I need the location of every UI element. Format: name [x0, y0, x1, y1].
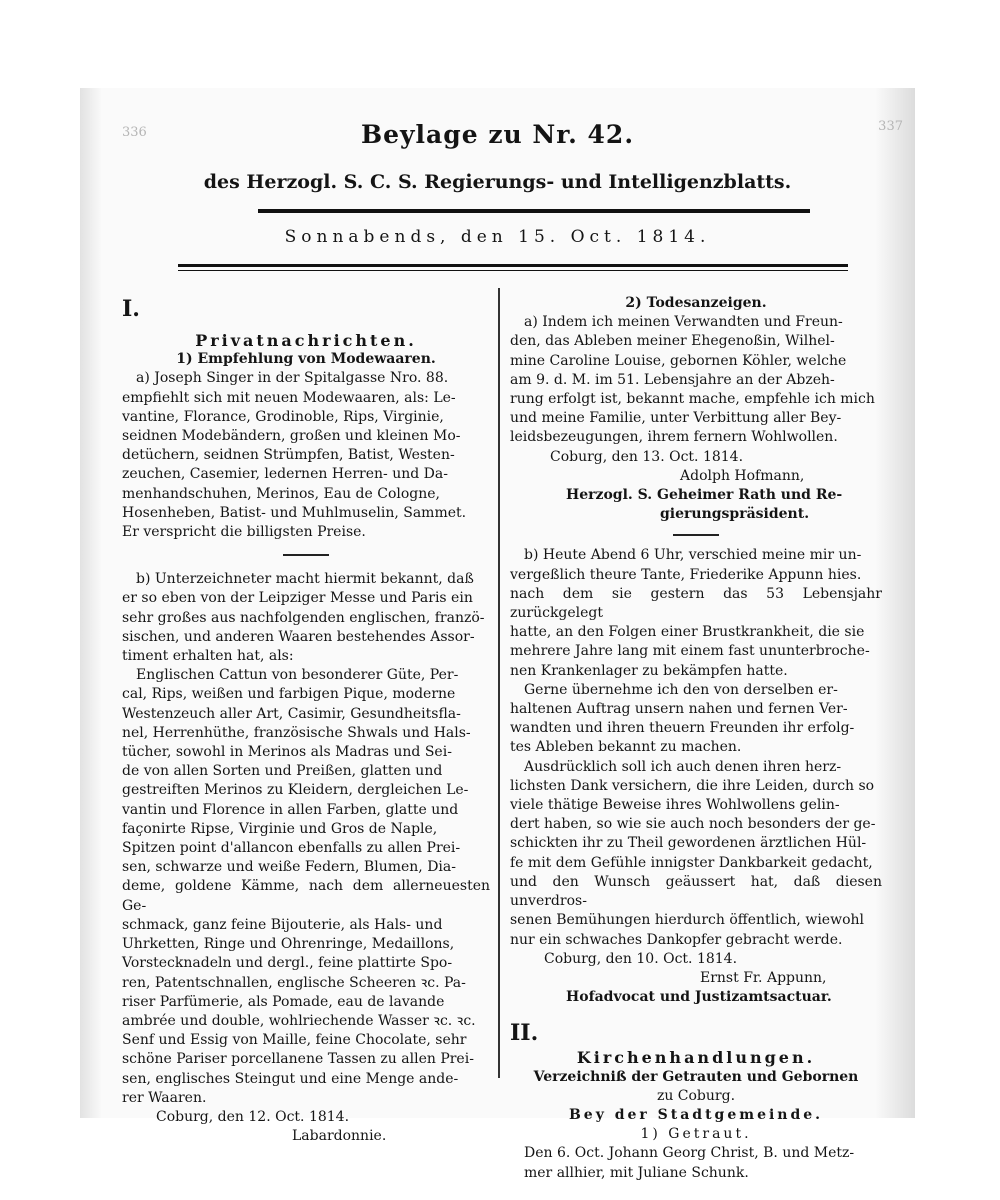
text-line: vergeßlich theure Tante, Friederike Appunn hies. [510, 566, 862, 583]
text-line: Er verspricht die billigsten Preise. [122, 524, 366, 541]
text-line: und den Wunsch geäussert hat, daß diesen unverdros- [510, 873, 882, 910]
signatory-title: gierungspräsident. [660, 506, 810, 523]
notice-signature: Ernst Fr. Appunn, [700, 969, 827, 986]
text-line: deme, goldene Kämme, nach dem allerneuesten Ge- [122, 878, 490, 914]
text-line: hatte, an den Folgen einer Brustkrankheit, die sie [510, 624, 865, 641]
text-line: seidnen Modebändern, großen und kleinen Mo- [122, 428, 461, 445]
text-line: den, das Ableben meiner Ehegenoßin, Wilhel- [510, 333, 835, 350]
text-line: Spitzen point d'allancon ebenfalls zu allen Prei- [122, 840, 461, 857]
header-rule [258, 209, 810, 213]
text-line: mer allhier, mit Juliane Schunk. [524, 1164, 749, 1181]
section-title-private-news: Privatnachrichten. [195, 331, 417, 350]
text-line: Uhrketten, Ringe und Ohrenringe, Medaillons, [122, 936, 455, 953]
text-line: schickten ihr zu Theil gewordenen ärztlichen Hül- [510, 835, 867, 852]
text-line: mine Caroline Louise, gebornen Köhler, welche [510, 352, 847, 369]
text-line: sen, schwarze und weiße Federn, Blumen, Dia- [122, 859, 456, 876]
notice-signature: Labardonnie. [292, 1128, 387, 1145]
text-line: vantine, Florance, Grodinoble, Rips, Virginie, [122, 408, 444, 425]
text-line: detüchern, seidnen Strümpfen, Batist, Westen- [122, 447, 455, 464]
left-column [122, 294, 490, 1146]
text-line: Ausdrücklich soll ich auch denen ihren herz- [524, 758, 842, 775]
signatory-title: Hofadvocat und Justizamtsactuar. [566, 989, 832, 1006]
text-line: rung erfolgt ist, bekannt mache, empfehle ich mich [510, 391, 875, 408]
section-title-church-records: Kirchenhandlungen. [576, 1048, 816, 1068]
register-heading: Verzeichniß der Getrauten und Gebornen [533, 1068, 859, 1085]
text-line: Hosenheben, Batist- und Muhlmuselin, Sammet. [122, 504, 467, 521]
text-line: schöne Pariser porcellanene Tassen zu allen Prei- [122, 1051, 474, 1068]
marriage-entry [510, 1144, 882, 1182]
margin-page-number-right: 337 [878, 119, 903, 134]
text-line: nur ein schwaches Dankopfer gebracht werde. [510, 931, 843, 948]
text-line: tücher, sowohl in Merinos als Madras und Sei- [122, 744, 452, 761]
text-line: leidsbezeugungen, ihrem fernern Wohlwollen. [510, 429, 838, 446]
section-number-1: I. [122, 296, 140, 322]
text-line: am 9. d. M. im 51. Lebensjahre an der Abzeh- [510, 371, 835, 388]
text-line: de von allen Sorten und Preißen, glatten und [122, 763, 443, 780]
text-line: er so eben von der Leipziger Messe und Paris ein [122, 590, 473, 607]
newspaper-page [80, 88, 915, 1181]
text-line: dert haben, so wie sie auch noch besonders der ge- [510, 816, 876, 833]
text-line: haltenen Auftrag unsern nahen und fernen Ver- [510, 701, 848, 718]
issue-date: Sonnabends, den 15. Oct. 1814. [284, 227, 711, 247]
text-line: cal, Rips, weißen und farbigen Pique, moderne [122, 686, 456, 703]
text-line: vantin und Florence in allen Farben, glatte und [122, 801, 459, 818]
text-line: a) Joseph Singer in der Spitalgasse Nro. 88. [136, 370, 449, 387]
text-line: Senf und Essig von Maille, feine Chocolate, sehr [122, 1032, 467, 1049]
notice-b-labardonnie [122, 570, 490, 1146]
text-line: nen Krankenlager zu bekämpfen hatte. [510, 662, 788, 679]
column-divider [498, 288, 500, 1078]
notice-signature: Adolph Hofmann, [680, 467, 805, 484]
text-line: fe mit dem Gefühle innigster Dankbarkeit gedacht, [510, 854, 873, 871]
margin-page-number-left: 336 [122, 125, 147, 140]
text-line: wandten und ihren theuern Freunden ihr erfolg- [510, 720, 855, 737]
text-line: riser Parfümerie, als Pomade, eau de lavande [122, 993, 445, 1010]
notice-date: Coburg, den 13. Oct. 1814. [550, 448, 744, 465]
text-line: façonirte Ripse, Virginie und Gros de Naple, [122, 820, 438, 837]
text-line: sischen, und anderen Waaren bestehendes Assor- [122, 628, 475, 645]
text-line: sen, englisches Steingut und eine Menge ande- [122, 1070, 459, 1087]
gazette-name: des Herzogl. S. C. S. Regierungs- und Intelligenzblatts. [203, 171, 792, 193]
text-line: timent erhalten hat, als: [122, 648, 294, 665]
text-line: Den 6. Oct. Johann Georg Christ, B. und Metz- [524, 1145, 855, 1162]
text-line: Westenzeuch aller Art, Casimir, Gesundheitsfla- [122, 705, 461, 722]
text-line: menhandschuhen, Merinos, Eau de Cologne, [122, 485, 441, 502]
notice-date: Coburg, den 12. Oct. 1814. [156, 1108, 350, 1125]
text-line: gestreiften Merinos zu Kleidern, dergleichen Le- [122, 782, 469, 799]
text-line: und meine Familie, unter Verbittung aller Bey- [510, 410, 842, 427]
text-line: viele thätige Beweise ihres Wohlwollens gelin- [510, 797, 840, 814]
notice-a-hofmann [510, 313, 882, 524]
subsection-fashion-goods: 1) Empfehlung von Modewaaren. [176, 351, 436, 368]
text-line: rer Waaren. [122, 1089, 207, 1106]
right-column [510, 294, 882, 1183]
separator-rule [283, 554, 329, 556]
subsection-death-notices: 2) Todesanzeigen. [625, 295, 767, 311]
text-line: a) Indem ich meinen Verwandten und Freun- [524, 314, 843, 331]
text-line: b) Unterzeichneter macht hiermit bekannt, daß [136, 571, 474, 588]
text-line: tes Ableben bekannt zu machen. [510, 739, 742, 756]
header-double-rule [178, 264, 848, 271]
text-line: Vorstecknadeln und dergl., feine plattirte Spo- [122, 955, 453, 972]
text-line: nach dem sie gestern das 53 Lebensjahr zurückgelegt [510, 585, 882, 622]
text-line: Gerne übernehme ich den von derselben er- [524, 681, 838, 698]
register-place: zu Coburg. [656, 1087, 736, 1104]
supplement-title: Beylage zu Nr. 42. [360, 120, 635, 149]
text-line: ren, Patentschnallen, englische Scheeren ꝛc. Pa- [122, 974, 466, 991]
notice-a-joseph-singer [122, 369, 490, 542]
text-line: schmack, ganz feine Bijouterie, als Hals- und [122, 916, 443, 933]
separator-rule [673, 534, 719, 536]
text-line: senen Bemühungen hierdurch öffentlich, wiewohl [510, 912, 864, 929]
text-line: ambrée und double, wohlriechende Wasser ꝛc. ꝛc. [122, 1012, 476, 1029]
text-line: mehrere Jahre lang mit einem fast ununterbroche- [510, 643, 870, 660]
text-line: b) Heute Abend 6 Uhr, verschied meine mir un- [524, 547, 862, 564]
section-number-2: II. [510, 1020, 539, 1047]
text-line: empfiehlt sich mit neuen Modewaaren, als: Le- [122, 389, 456, 406]
text-line: nel, Herrenhüthe, französische Shwals und Hals- [122, 724, 471, 741]
text-line: Englischen Cattun von besonderer Güte, Per- [136, 667, 459, 684]
notice-b-appunn [510, 546, 882, 1007]
signatory-title: Herzogl. S. Geheimer Rath und Re- [566, 487, 843, 504]
text-line: lichsten Dank versichern, die ihre Leiden, durch so [510, 777, 875, 794]
parish-heading: Bey der Stadtgemeinde. [568, 1106, 824, 1123]
text-line: sehr großes aus nachfolgenden englischen, franzö- [122, 609, 485, 626]
notice-date: Coburg, den 10. Oct. 1814. [544, 950, 738, 967]
married-heading: 1) Getraut. [640, 1126, 752, 1143]
text-line: zeuchen, Casemier, ledernen Herren- und Da- [122, 466, 448, 483]
